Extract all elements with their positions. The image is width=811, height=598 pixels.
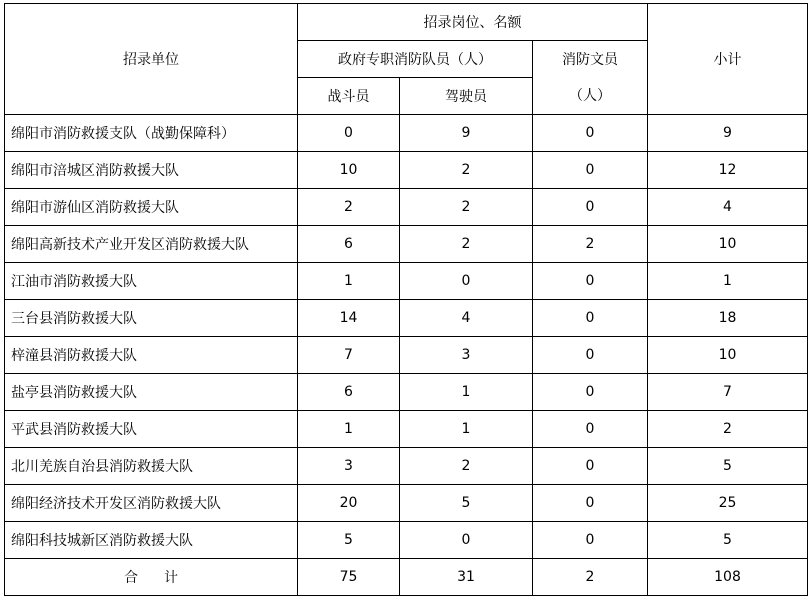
fighter-count-cell: 6 — [298, 374, 400, 411]
subtotal-cell: 5 — [648, 448, 808, 485]
table-row — [5, 411, 808, 448]
driver-count-cell: 1 — [400, 411, 533, 448]
unit-name-cell: 盐亭县消防救援大队 — [5, 374, 298, 411]
header-civilian-line1: 消防文员 — [562, 51, 618, 68]
unit-name-cell: 绵阳市游仙区消防救援大队 — [5, 189, 298, 226]
subtotal-cell: 9 — [648, 115, 808, 152]
unit-name-cell: 绵阳市消防救援支队（战勤保障科） — [5, 115, 298, 152]
table-row — [5, 226, 808, 263]
unit-name-cell: 绵阳高新技术产业开发区消防救援大队 — [5, 226, 298, 263]
header-unit: 招录单位 — [5, 4, 298, 115]
header-subtotal: 小计 — [648, 4, 808, 115]
subtotal-cell: 12 — [648, 152, 808, 189]
total-fighter: 75 — [298, 559, 400, 596]
table-row — [5, 522, 808, 559]
driver-count-cell: 1 — [400, 374, 533, 411]
table-row — [5, 152, 808, 189]
subtotal-cell: 7 — [648, 374, 808, 411]
fighter-count-cell: 7 — [298, 337, 400, 374]
fighter-count-cell: 10 — [298, 152, 400, 189]
driver-count-cell: 5 — [400, 485, 533, 522]
header-gov-firefighters: 政府专职消防队员（人） — [298, 41, 533, 78]
civilian-count-cell: 0 — [533, 300, 648, 337]
header-row-1 — [5, 4, 808, 41]
driver-count-cell: 2 — [400, 226, 533, 263]
header-civilian — [533, 41, 648, 115]
civilian-count-cell: 0 — [533, 522, 648, 559]
civilian-count-cell: 0 — [533, 411, 648, 448]
total-label-1: 合 — [124, 570, 138, 586]
unit-name-cell: 绵阳科技城新区消防救援大队 — [5, 522, 298, 559]
recruitment-table-container — [4, 3, 807, 596]
total-civilian: 2 — [533, 559, 648, 596]
fighter-count-cell: 3 — [298, 448, 400, 485]
civilian-count-cell: 0 — [533, 115, 648, 152]
driver-count-cell: 2 — [400, 189, 533, 226]
total-subtotal: 108 — [648, 559, 808, 596]
unit-name-cell: 江油市消防救援大队 — [5, 263, 298, 300]
fighter-count-cell: 14 — [298, 300, 400, 337]
fighter-count-cell: 20 — [298, 485, 400, 522]
header-positions: 招录岗位、名额 — [298, 4, 648, 41]
driver-count-cell: 2 — [400, 448, 533, 485]
subtotal-cell: 5 — [648, 522, 808, 559]
civilian-count-cell: 0 — [533, 485, 648, 522]
subtotal-cell: 1 — [648, 263, 808, 300]
unit-name-cell: 平武县消防救援大队 — [5, 411, 298, 448]
table-row — [5, 337, 808, 374]
subtotal-cell: 2 — [648, 411, 808, 448]
unit-name-cell: 三台县消防救援大队 — [5, 300, 298, 337]
table-row — [5, 448, 808, 485]
data-rows — [5, 115, 808, 559]
driver-count-cell: 4 — [400, 300, 533, 337]
table-row — [5, 263, 808, 300]
fighter-count-cell: 1 — [298, 263, 400, 300]
table-row — [5, 189, 808, 226]
header-civilian-line2: （人） — [569, 87, 611, 104]
civilian-count-cell: 0 — [533, 337, 648, 374]
total-driver: 31 — [400, 559, 533, 596]
fighter-count-cell: 5 — [298, 522, 400, 559]
unit-name-cell: 梓潼县消防救援大队 — [5, 337, 298, 374]
driver-count-cell: 0 — [400, 522, 533, 559]
table-row — [5, 115, 808, 152]
civilian-count-cell: 0 — [533, 263, 648, 300]
civilian-count-cell: 0 — [533, 448, 648, 485]
subtotal-cell: 25 — [648, 485, 808, 522]
total-row — [5, 559, 808, 596]
total-label-2: 计 — [164, 570, 178, 586]
recruitment-quota-table — [4, 3, 808, 596]
subtotal-cell: 10 — [648, 337, 808, 374]
unit-name-cell: 绵阳市涪城区消防救援大队 — [5, 152, 298, 189]
fighter-count-cell: 2 — [298, 189, 400, 226]
driver-count-cell: 9 — [400, 115, 533, 152]
unit-name-cell: 绵阳经济技术开发区消防救援大队 — [5, 485, 298, 522]
civilian-count-cell: 0 — [533, 374, 648, 411]
driver-count-cell: 0 — [400, 263, 533, 300]
table-row — [5, 374, 808, 411]
total-section — [5, 559, 808, 596]
fighter-count-cell: 6 — [298, 226, 400, 263]
table-body — [5, 4, 808, 115]
civilian-count-cell: 0 — [533, 189, 648, 226]
subtotal-cell: 10 — [648, 226, 808, 263]
subtotal-cell: 18 — [648, 300, 808, 337]
header-driver: 驾驶员 — [400, 78, 533, 115]
fighter-count-cell: 0 — [298, 115, 400, 152]
subtotal-cell: 4 — [648, 189, 808, 226]
table-row — [5, 485, 808, 522]
unit-name-cell: 北川羌族自治县消防救援大队 — [5, 448, 298, 485]
driver-count-cell: 2 — [400, 152, 533, 189]
civilian-count-cell: 0 — [533, 152, 648, 189]
table-row — [5, 300, 808, 337]
total-label — [5, 559, 298, 596]
header-fighter: 战斗员 — [298, 78, 400, 115]
fighter-count-cell: 1 — [298, 411, 400, 448]
driver-count-cell: 3 — [400, 337, 533, 374]
civilian-count-cell: 2 — [533, 226, 648, 263]
